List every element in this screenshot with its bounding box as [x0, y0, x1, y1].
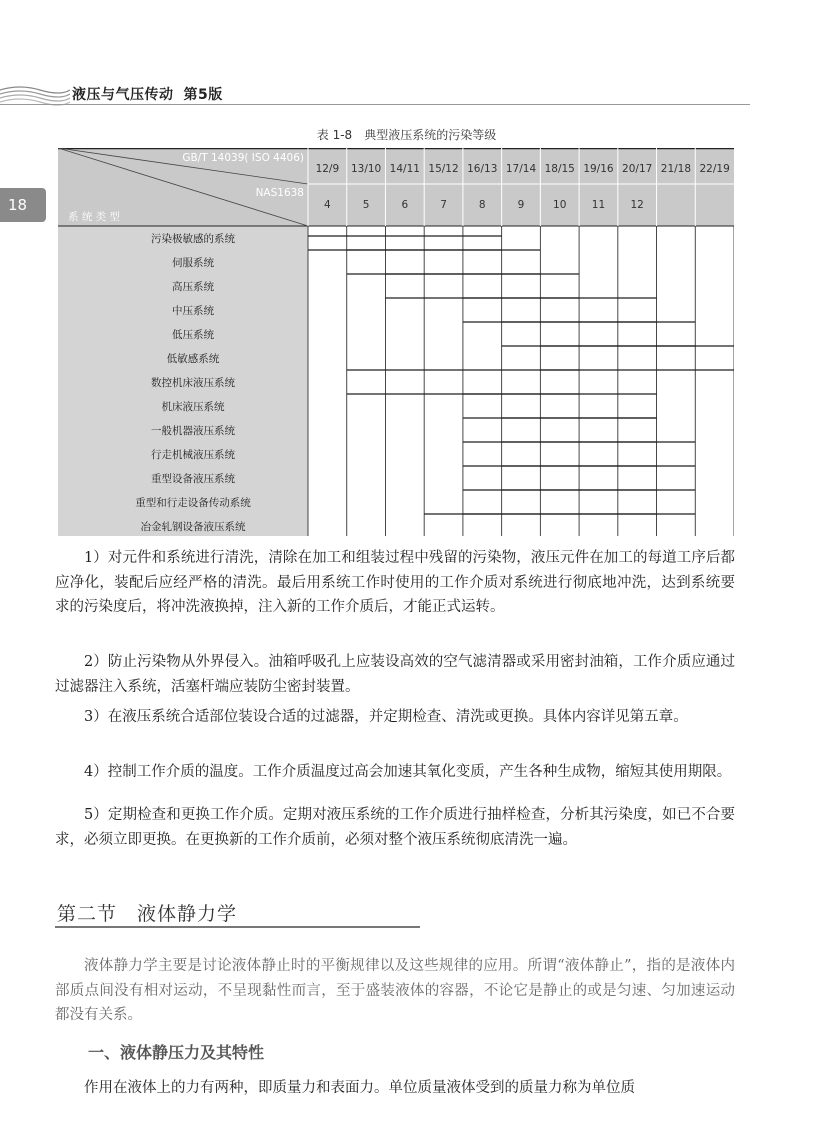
page-number-tab: [0, 188, 46, 222]
pollution-grade-table: [58, 148, 734, 536]
iso-code-cell: 12/9: [315, 163, 340, 175]
system-type-label: 污染极敏感的系统: [151, 233, 235, 245]
paragraph-4: 4）控制工作介质的温度。工作介质温度过高会加速其氧化变质，产生各种生成物，缩短其使用期限。: [84, 764, 732, 780]
paragraph-3: 3）在液压系统合适部位装设合适的过滤器，并定期检查、清洗或更换。具体内容详见第五章。: [84, 709, 688, 725]
iso-code-cell: 19/16: [583, 163, 614, 175]
system-type-label: 冶金轧钢设备液压系统: [140, 521, 246, 533]
running-header: [0, 70, 813, 110]
nas-code-cell: 7: [440, 199, 447, 211]
iso-code-cell: 13/10: [350, 163, 382, 175]
page-number: 18: [8, 196, 28, 214]
system-type-label: 高压系统: [172, 281, 214, 293]
iso-code-cell: 21/18: [660, 163, 692, 175]
section-rule: [55, 926, 420, 928]
paragraph-5: 5）定期检查和更换工作介质。定期对液压系统的工作介质进行抽样检查，分析其污染度，如已不合要求，必须立即更换。在更换新的工作介质前，必须对整个液压系统彻底清洗一遍。: [55, 807, 735, 848]
nas-code-cell: 9: [517, 199, 525, 211]
system-type-label: 中压系统: [172, 305, 214, 317]
header-rule: [0, 104, 750, 105]
last-paragraph: 作用在液体上的力有两种，即质量力和表面力。单位质量液体受到的质量力称为单位质: [84, 1080, 635, 1096]
system-type-label: 重型设备液压系统: [151, 473, 235, 485]
iso-code-cell: 16/13: [467, 163, 498, 175]
subsection-heading: 一、液体静压力及其特性: [88, 1043, 265, 1062]
section-number: 第二节: [57, 903, 118, 925]
iso-code-cell: 22/19: [699, 163, 730, 175]
iso-code-cell: 17/14: [505, 163, 537, 175]
nas-code-cell: 6: [401, 199, 409, 211]
section-paragraph: 液体静力学主要是讨论液体静止时的平衡规律以及这些规律的应用。所谓“液体静止”，指的是液体内部质点间没有相对运动，不呈现黏性而言，至于盛装液体的容器，不论它是静止的或是匀速、匀加速运动都没有关系。: [55, 958, 735, 1023]
book-title: [72, 84, 223, 104]
book-title-text: 液压与气压传动: [72, 87, 174, 103]
nas-code-cell: 8: [478, 199, 486, 211]
iso-code-cell: 14/11: [389, 163, 420, 175]
nas-code-cell: 4: [324, 199, 331, 211]
pollution-grade-table-svg: [58, 148, 734, 536]
iso-code-cell: 20/17: [622, 163, 653, 175]
system-type-label: 伺服系统: [172, 257, 214, 269]
corner-system-type-label: 系 统 类 型: [68, 211, 121, 223]
iso-code-cell: 18/15: [544, 163, 575, 175]
edition-label: 第5版: [183, 87, 223, 103]
system-type-label: 数控机床液压系统: [151, 377, 235, 389]
system-type-label: 行走机械液压系统: [151, 449, 235, 461]
nas-code-cell: 12: [630, 199, 644, 211]
wave-ornament-icon: [0, 82, 70, 106]
system-type-label: 重型和行走设备传动系统: [135, 497, 251, 509]
system-type-label: 机床液压系统: [161, 401, 225, 413]
system-type-label: 低敏感系统: [166, 353, 220, 365]
system-type-label: 一般机器液压系统: [151, 425, 235, 437]
corner-standard-label: GB/T 14039( ISO 4406): [182, 152, 304, 164]
table-caption: 表 1-8 典型液压系统的污染等级: [316, 128, 497, 142]
nas-code-cell: 10: [553, 199, 567, 211]
system-type-label: 低压系统: [172, 329, 214, 341]
corner-nas-label: NAS1638: [255, 187, 304, 199]
iso-code-cell: 15/12: [428, 163, 459, 175]
paragraph-1: 1）对元件和系统进行清洗，清除在加工和组装过程中残留的污染物，液压元件在加工的每道工序后都应净化，装配后应经严格的清洗。最后用系统工作时使用的工作介质对系统进行彻底地冲洗，达到系统要求的污染度后，将冲洗液换掉，注入新的工作介质后，才能正式运转。: [55, 550, 735, 615]
table-header-bg: [58, 148, 734, 226]
paragraph-2: 2）防止污染物从外界侵入。油箱呼吸孔上应装设高效的空气滤清器或采用密封油箱，工作介质应通过过滤器注入系统，活塞杆端应装防尘密封装置。: [55, 654, 735, 695]
section-heading: [57, 899, 237, 926]
nas-code-cell: 11: [591, 199, 606, 211]
section-title: 液体静力学: [137, 903, 238, 925]
nas-code-cell: 5: [362, 199, 370, 211]
